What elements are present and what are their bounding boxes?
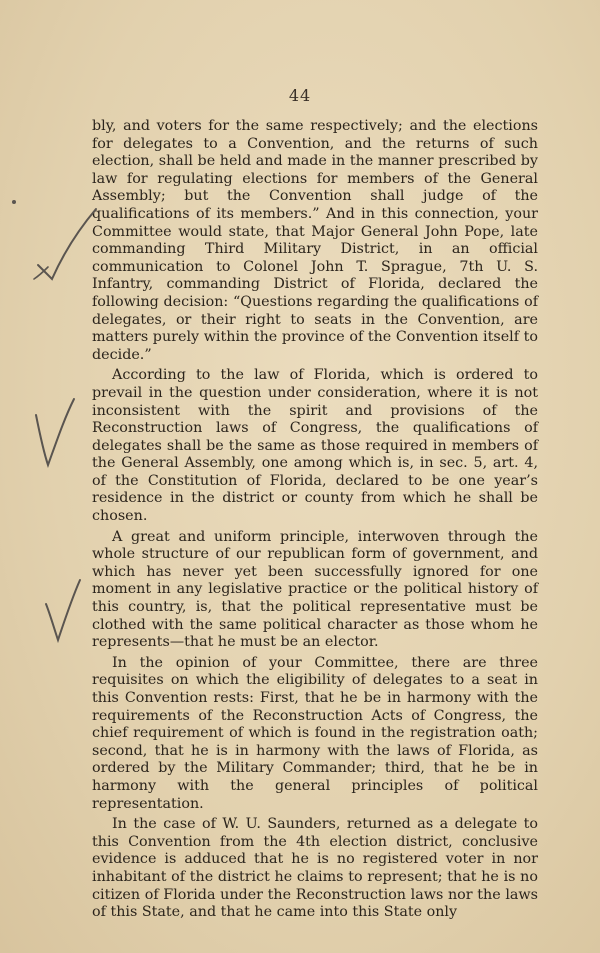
body-text [92,118,538,925]
pencil-check-mark-icon [28,395,78,470]
paragraph-saunders-case: In the case of W. U. Saunders, returned as a delegate to this Convention from the 4th election district, conclusive evidence is adduced that he is no registered voter in nor inhabitant of the district he claims to represent; that he is no citizen of Florida under the Reconstruction laws nor the laws of this State, and that he came into this State only [92,816,538,921]
pencil-check-mark-icon [30,205,100,285]
pencil-check-mark-icon [42,578,84,648]
paragraph-uniform-principle: A great and uniform principle, interwoven through the whole structure of our republican form of government, and which has never yet been successfully ignored for one moment in any legislative practice or the political history of this country, is, that the political representative must be clothed with the same political character as those whom he represents—that he must be an elector. [92,528,538,651]
paragraph-continuation: bly, and voters for the same respectively; and the elections for delegates to a Convention, and the returns of such election, shall be held and made in the manner prescribed by law for regulating elections for members of the General Assembly; but the Convention shall judge of the qualifications of its members.” And in this connection, your Committee would state, that Major General John Pope, late commanding Third Military District, in an official communication to Colonel John T. Sprague, 7th U. S. Infantry, commanding District of Florida, declared the following decision: “Questions regarding the qualifications of delegates, or their right to seats in the Convention, are matters purely within the province of the Convention itself to decide.” [92,118,538,363]
pencil-dot-icon [10,198,18,206]
paragraph-florida-law: According to the law of Florida, which is ordered to prevail in the question under consideration, where it is not inconsistent with the spirit and provisions of the Reconstruction laws of Congress, the qualifications of delegates shall be the same as those required in members of the General Assembly, one among which is, in sec. 5, art. 4, of the Constitution of Florida, declared to be one year’s residence in the district or county from which he shall be chosen. [92,367,538,525]
paragraph-requisites: In the opinion of your Committee, there are three requisites on which the eligibility of delegates to a seat in this Convention rests: First, that he be in harmony with the requirements of the Reconstruction Acts of Congress, the chief requirement of which is found in the registration oath; second, that he is in harmony with the laws of Florida, as ordered by the Military Commander; third, that he be in harmony with the general principles of political representation. [92,654,538,812]
page-number: 44 [288,86,312,105]
